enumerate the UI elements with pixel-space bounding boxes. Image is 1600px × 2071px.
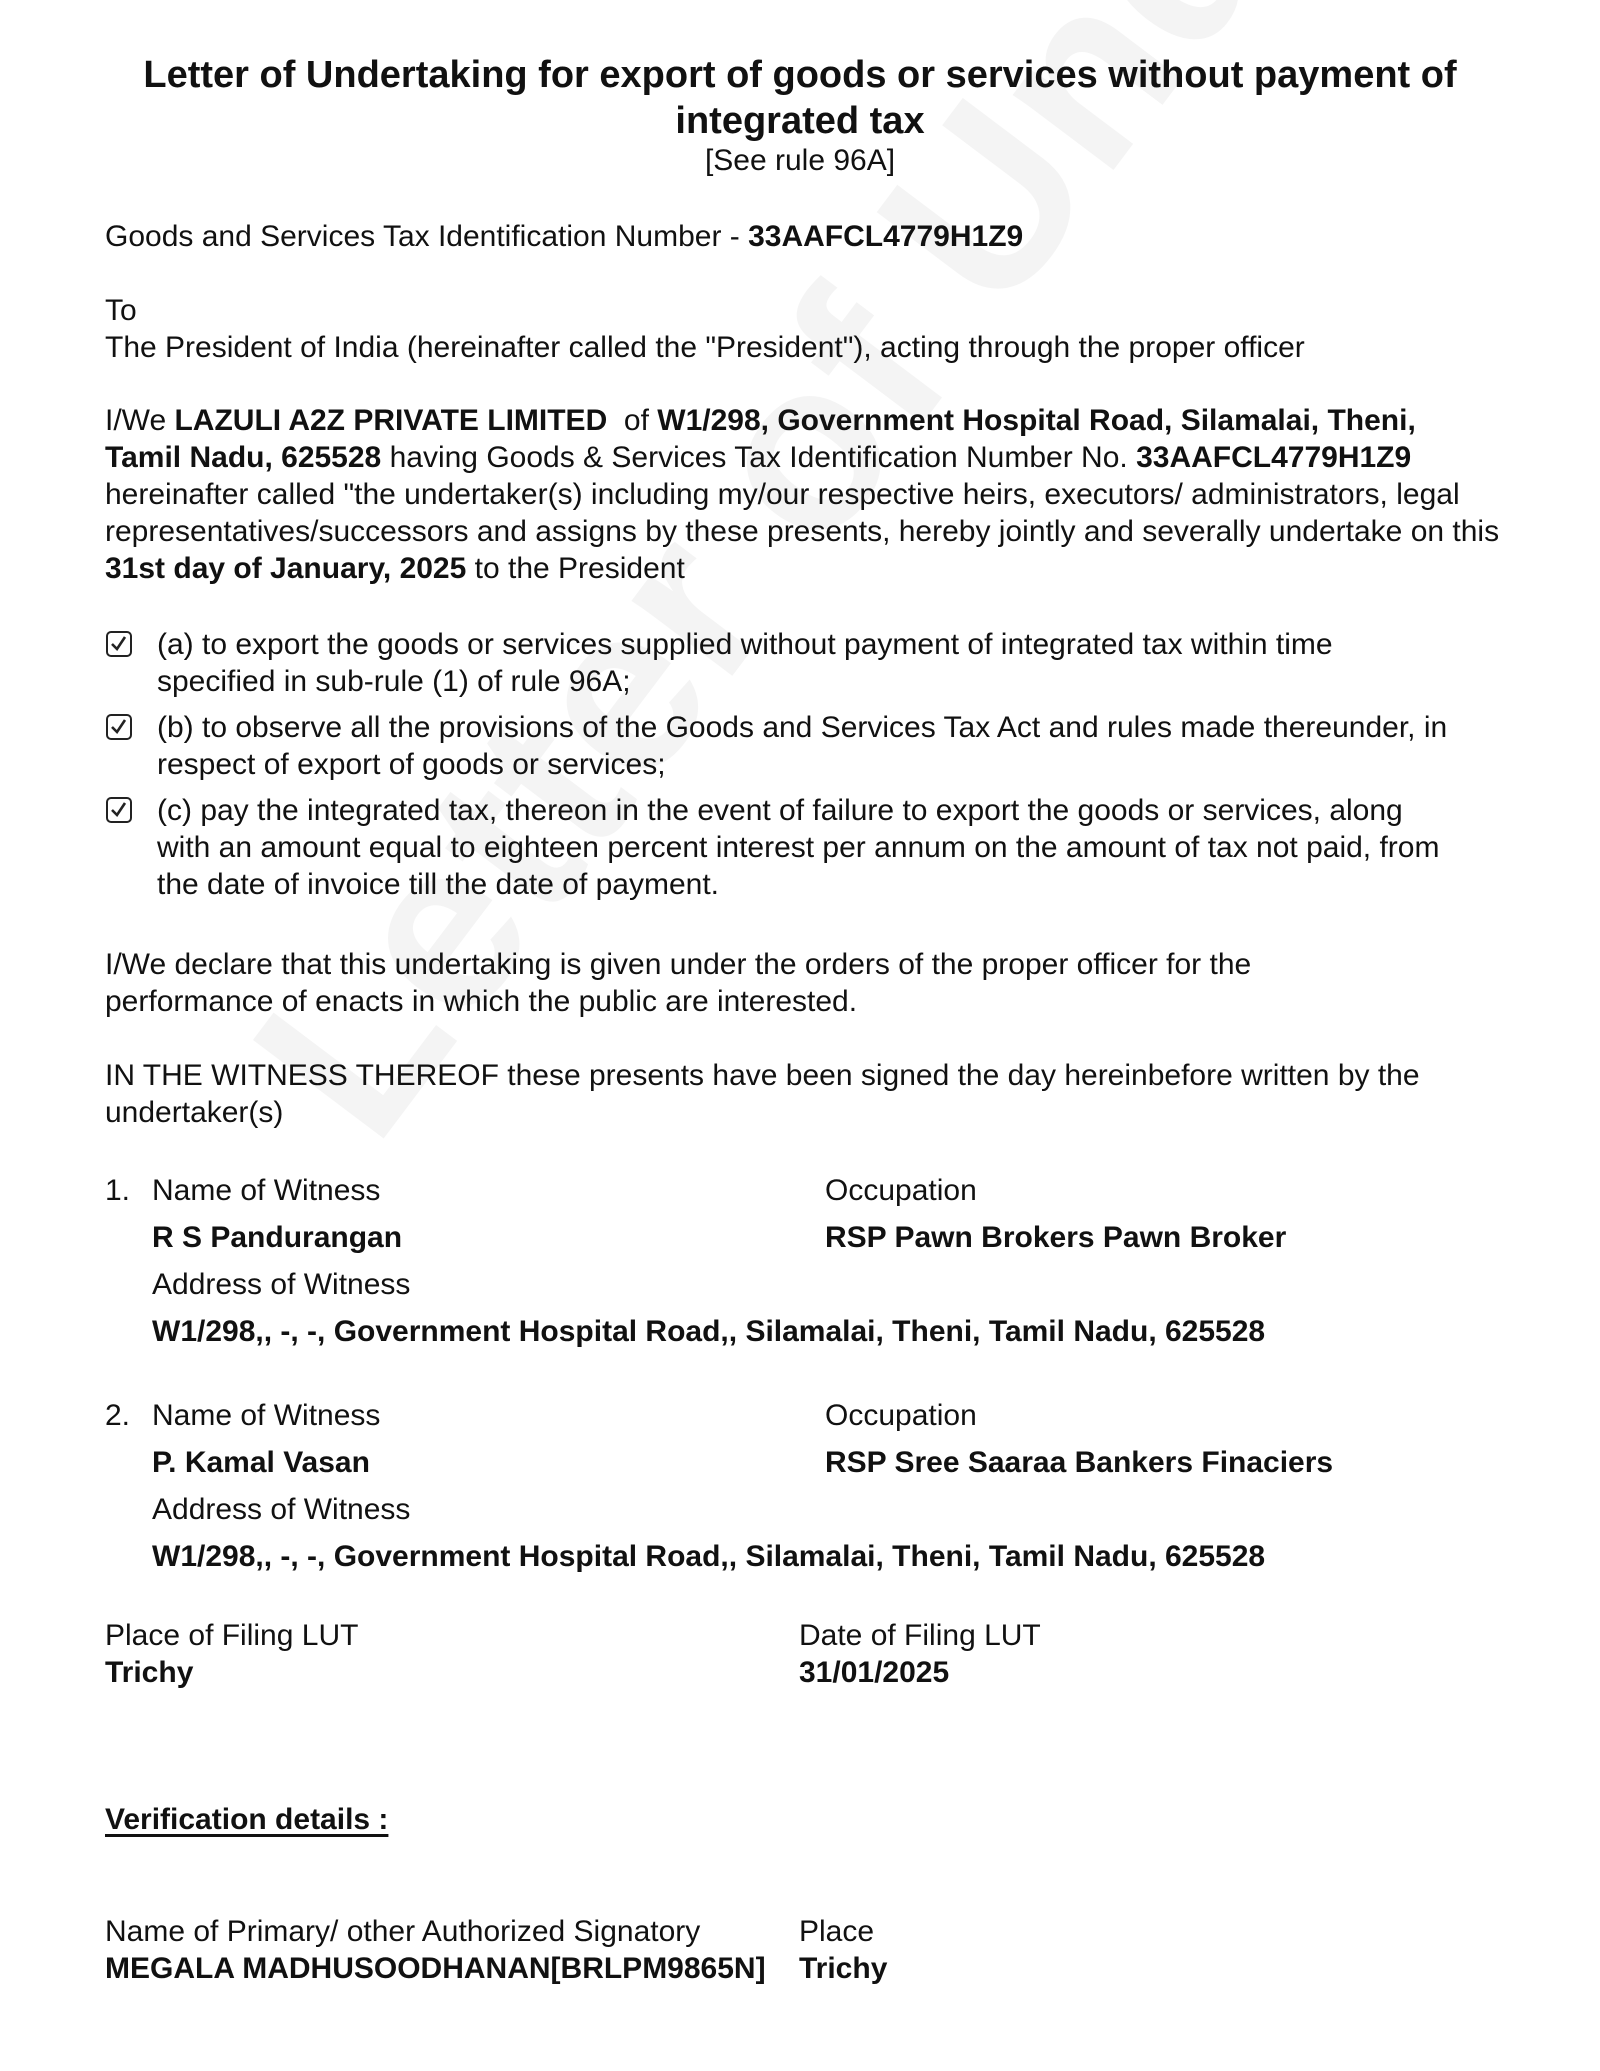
witness-2-number: 2. [105, 1399, 131, 1432]
witness-1-address: W1/298,, -, -, Government Hospital Road,, Silamalai, Theni, Tamil Nadu, 625528 [152, 1315, 1266, 1348]
company-name: LAZULI A2Z PRIVATE LIMITED [174, 404, 608, 437]
filing-place: Trichy [105, 1656, 194, 1689]
witness-1-address-label: Address of Witness [152, 1268, 411, 1301]
declaration-text: to the President [466, 552, 685, 585]
undertaking-b: (b) to observe all the provisions of the Goods and Services Tax Act and rules made thereunder, in respect of export of goods or services; [157, 711, 1448, 781]
declaration-paragraph [105, 402, 1500, 587]
filing-date-label: Date of Filing LUT [799, 1619, 1041, 1652]
checkbox-undertaking-c[interactable] [106, 797, 132, 823]
company-address: W1/298, Government Hospital Road, Silamalai, Theni, Tamil Nadu, 625528 [105, 404, 1416, 474]
witness-2-address: W1/298,, -, -, Government Hospital Road,, Silamalai, Theni, Tamil Nadu, 625528 [152, 1540, 1266, 1573]
company-gstin: 33AAFCL4779H1Z9 [1136, 441, 1412, 474]
undertaking-date: 31st day of January, 2025 [105, 552, 467, 585]
witness-1-number: 1. [105, 1174, 131, 1207]
undertaking-a: (a) to export the goods or services supplied without payment of integrated tax within time specified in sub-rule (1) of rule 96A; [157, 628, 1333, 698]
addressee-to: To [105, 294, 137, 327]
addressee-line: The President of India (hereinafter called the "President"), acting through the proper officer [105, 331, 1305, 364]
undertaking-c: (c) pay the integrated tax, thereon in the event of failure to export the goods or services, along with an amount equal to eighteen percent interest per annum on the amount of tax not paid, from the date of invoice till the date of payment. [157, 794, 1440, 901]
document-title: Letter of Undertaking for export of goods or services without payment of integrated tax [143, 54, 1457, 142]
filing-date: 31/01/2025 [799, 1656, 950, 1689]
witness-2-name: P. Kamal Vasan [152, 1446, 370, 1479]
witness-2-occupation-label: Occupation [825, 1399, 977, 1432]
checkmark-icon [110, 718, 127, 735]
declaration-text: of [607, 404, 658, 437]
declaration-text: having Goods & Services Tax Identification Number No. [381, 441, 1137, 474]
declaration-text: I/We [105, 404, 175, 437]
declare-paragraph: I/We declare that this undertaking is given under the orders of the proper officer for the performance of enacts in which the public are interested. [105, 948, 1252, 1018]
witness-1-occupation: RSP Pawn Brokers Pawn Broker [825, 1221, 1287, 1254]
checkbox-undertaking-a[interactable] [106, 631, 132, 657]
signatory-name: MEGALA MADHUSOODHANAN[BRLPM9865N] [105, 1952, 766, 1985]
signatory-label: Name of Primary/ other Authorized Signatory [105, 1915, 701, 1948]
filing-place-label: Place of Filing LUT [105, 1619, 359, 1652]
checkmark-icon [110, 635, 127, 652]
gstin-line [105, 218, 1505, 255]
witness-1-name-label: Name of Witness [152, 1174, 381, 1207]
declaration-text: hereinafter called "the undertaker(s) including my/our respective heirs, executors/ administrators, legal representatives/successors and assigns by these presents, hereby jointly and severally undertake on this [105, 478, 1500, 548]
witness-intro: IN THE WITNESS THEREOF these presents have been signed the day hereinbefore written by the undertaker(s) [105, 1059, 1420, 1129]
witness-2-name-label: Name of Witness [152, 1399, 381, 1432]
gstin-label: Goods and Services Tax Identification Number - [105, 220, 749, 253]
witness-2-occupation: RSP Sree Saaraa Bankers Finaciers [825, 1446, 1334, 1479]
witness-1-name: R S Pandurangan [152, 1221, 403, 1254]
witness-2-address-label: Address of Witness [152, 1493, 411, 1526]
gstin-value: 33AAFCL4779H1Z9 [748, 220, 1024, 253]
checkbox-undertaking-b[interactable] [106, 714, 132, 740]
verification-place: Trichy [799, 1952, 888, 1985]
rule-reference: [See rule 96A] [704, 144, 896, 177]
checkmark-icon [110, 801, 127, 818]
verification-heading: Verification details : [105, 1803, 389, 1836]
witness-1-occupation-label: Occupation [825, 1174, 977, 1207]
verification-place-label: Place [799, 1915, 875, 1948]
